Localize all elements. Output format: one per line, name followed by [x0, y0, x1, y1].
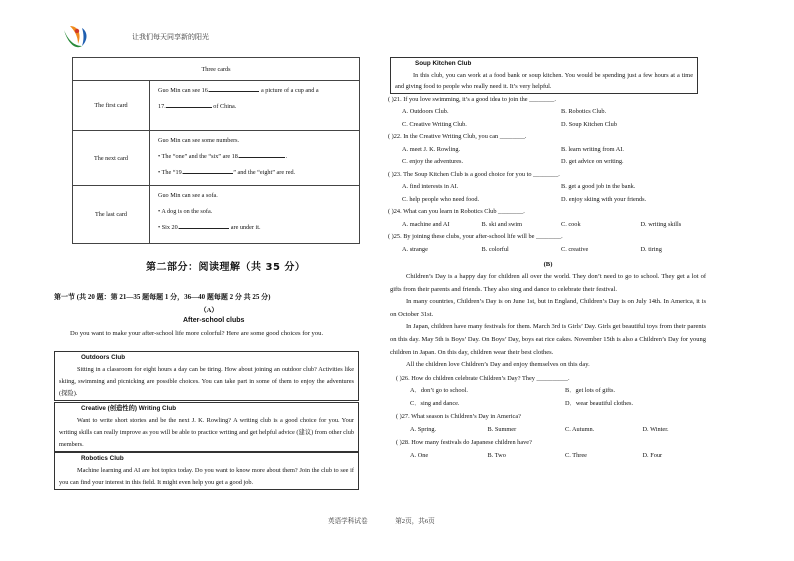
answer-blank[interactable] — [179, 228, 229, 229]
question-stem: ( )28. How many festivals do Japanese children have? — [396, 439, 532, 447]
passage-b-text — [390, 271, 706, 372]
answer-option[interactable]: B. Two — [487, 451, 506, 459]
answer-option[interactable]: D. Soup Kitchen Club — [561, 120, 617, 128]
options-row — [396, 398, 706, 411]
card-row-label: The last card — [73, 186, 150, 244]
header-slogan: 让我们每天同享新的阳光 — [132, 33, 209, 41]
club-text: Machine learning and AI are hot topics today. Do you want to know more about them? Join the club to see if you can find your interest in this field. It might even help you get a good job. — [59, 467, 354, 486]
card-text: ” and the “eight” are red. — [233, 169, 296, 176]
club-text: Sitting in a classroom for eight hours a day can be tiring. How about joining an outdoor club? Activities like skiing, swimming and picnicking are possible choices. You can take part in some of them to enjoy the adventures (探险). — [59, 366, 354, 397]
answer-option[interactable]: B. ski and swim — [481, 220, 523, 228]
answer-blank[interactable] — [166, 107, 212, 108]
question-stem: ( )25. By joining these clubs, your after-school life will be ________. — [388, 233, 563, 240]
passage-b-paragraph: In many countries, Children’s Day is on June 1st, but in England, Children’s Day is on July 14th. In America, it is on October 31st. — [390, 298, 706, 318]
answer-option[interactable]: C. Creative Writing Club. — [402, 120, 467, 128]
options-row — [388, 219, 706, 232]
passage-b-questions — [396, 373, 706, 463]
card-text: • Six 20. — [158, 224, 180, 231]
options-row — [396, 450, 706, 463]
card-text: 17. — [158, 103, 166, 110]
answer-option[interactable]: C. cook — [561, 220, 581, 228]
options-row — [396, 424, 706, 437]
passage-b-paragraph: In Japan, children have many festivals for them. March 3rd is Girls’ Day. Girls get beautiful toys from their parents on this day. May 5th is Boys’ Day. On Boys’ Day, boys eat rice cakes. November 15th is also a Children’s Day for young children in Japan. On this day, children wear their best clothes. — [390, 323, 706, 356]
club-text: In this club, you can work at a food bank or soup kitchen. You would be spending just a few hours at a time and giving food to people who really need it. It’s very helpful. — [395, 71, 693, 90]
answer-option[interactable]: B. Summer — [487, 425, 517, 433]
card-text: Guo Min can see a sofa. — [158, 192, 218, 199]
answer-option[interactable]: D．wear beautiful clothes. — [565, 399, 634, 407]
passage-b-label: (B) — [543, 261, 553, 268]
page-footer — [328, 515, 461, 525]
passage-b-paragraph: All the children love Children’s Day and enjoy themselves on this day. — [406, 361, 590, 369]
answer-option[interactable]: C. enjoy the adventures. — [402, 158, 464, 165]
passage-a-intro: Do you want to make your after-school life more colorful? Here are some good choices for you. — [70, 330, 324, 337]
card-text: a picture of a cup and a — [260, 87, 319, 94]
part2-title: 第二部分：阅读理解（共 35 分） — [146, 262, 306, 273]
footer-subject: 英语学科试卷 — [328, 518, 368, 525]
answer-blank[interactable] — [183, 173, 233, 174]
question-stem: ( )23. The Soup Kitchen Club is a good choice for you to ________. — [388, 170, 560, 178]
question-stem: ( )26. How do children celebrate Children’s Day? They __________. — [396, 374, 570, 382]
options-row — [396, 385, 706, 398]
options-row — [388, 144, 706, 157]
answer-option[interactable]: B．get lots of gifts. — [565, 387, 616, 395]
answer-option[interactable]: D. Four — [642, 451, 663, 459]
answer-option[interactable]: A. machine and AI — [402, 220, 450, 228]
answer-blank[interactable] — [209, 91, 259, 92]
club-name: Creative (创造性的) Writing Club — [81, 405, 177, 412]
passage-a-questions — [388, 94, 706, 257]
answer-option[interactable]: A. find interests in AI. — [402, 183, 459, 190]
card-text: • A dog is on the sofa. — [158, 208, 213, 215]
club-name: Outdoors Club — [81, 354, 126, 361]
options-row — [388, 119, 706, 132]
cards-table-title: Three cards — [73, 58, 360, 81]
answer-option[interactable]: A. Spring. — [410, 425, 437, 433]
answer-option[interactable]: C. Autumn. — [565, 425, 595, 433]
options-row — [388, 244, 706, 257]
school-logo-icon — [60, 22, 92, 54]
options-row — [388, 156, 706, 169]
club-text: Want to write short stories and be the next J. K. Rowling? A writing club is a good choice for you. Your writing skills can really improve as you will be able to practice writing and get helpful advice (建议) from other club members. — [59, 417, 354, 448]
card-text: • The “one” and the “six” are 18. — [158, 153, 240, 160]
footer-page-number: 第2页，共6页 — [395, 518, 435, 525]
section1-title: 第一节 (共 20 题：第 21—35 题每题 1 分，36—40 题每题 2 分 共 25 分) — [54, 293, 271, 301]
question-stem: ( )24. What can you learn in Robotics Club ________. — [388, 208, 525, 215]
cards-table: Three cards The first card Guo Min can see 16. a picture of a cup and a 17. of China. The next card Guo Min can see some numbers. • The “one” and the “six” are 18. . • The “19. ” and the “eight” are red. The last card Guo Min can see a sofa. • A dog is on the sofa. • Six 20. are under it. — [72, 57, 360, 244]
answer-option[interactable]: A. meet J. K. Rowling. — [402, 145, 461, 153]
answer-option[interactable]: C. creative — [561, 245, 589, 253]
right-column — [390, 57, 706, 462]
answer-option[interactable]: C. help people who need food. — [402, 195, 480, 203]
answer-option[interactable]: D. writing skills — [640, 220, 682, 228]
club-name: Soup Kitchen Club — [415, 60, 472, 67]
club-name: Robotics Club — [81, 455, 124, 462]
club-box-soup-kitchen — [390, 57, 698, 94]
answer-option[interactable]: C. Three — [565, 451, 587, 459]
options-row — [388, 106, 706, 119]
question-stem: ( )22. In the Creative Writing Club, you can ________. — [388, 133, 527, 140]
cards-table-wrapper — [72, 57, 360, 244]
passage-b-paragraph: Children’s Day is a happy day for children all over the world. They don’t need to go to school. They get a lot of gifts from their parents and friends. They also sing and dance to celebrate their festival. — [390, 273, 706, 293]
card-text: are under it. — [230, 224, 261, 231]
answer-option[interactable]: A. One — [410, 451, 429, 459]
question-stem: ( )27. What season is Children’s Day in America? — [396, 413, 521, 421]
answer-option[interactable]: D. Winter. — [642, 425, 669, 433]
card-row-label: The first card — [73, 81, 150, 131]
card-row-label: The next card — [73, 131, 150, 186]
answer-option[interactable]: A. strange — [402, 245, 428, 253]
question-stem: ( )21. If you love swimming, it’s a good idea to join the ________. — [388, 95, 556, 103]
options-row — [388, 194, 706, 207]
passage-a-label: （A） — [200, 307, 218, 314]
club-box-robotics — [54, 452, 359, 490]
answer-option[interactable]: D. get advice on writing. — [561, 158, 624, 165]
card-text: of China. — [213, 103, 237, 110]
answer-option[interactable]: C．sing and dance. — [410, 399, 460, 407]
answer-option[interactable]: B. get a good job in the bank. — [561, 183, 636, 190]
club-box-outdoors — [54, 351, 359, 401]
card-text: Guo Min can see some numbers. — [158, 137, 240, 144]
answer-option[interactable]: B. colorful — [481, 245, 509, 253]
club-box-writing — [54, 402, 359, 452]
answer-option[interactable]: B. learn writing from AI. — [561, 145, 624, 153]
answer-option[interactable]: A. Outdoors Club. — [402, 108, 449, 115]
options-row — [388, 181, 706, 194]
answer-option[interactable]: D. enjoy skiing with your friends. — [561, 195, 647, 203]
passage-a-title: After-school clubs — [183, 317, 245, 324]
card-text: • The “19. — [158, 169, 184, 176]
answer-option[interactable]: B. Robotics Club. — [561, 108, 607, 115]
card-text: Guo Min can see 16. — [158, 87, 210, 94]
answer-blank[interactable] — [239, 157, 285, 158]
answer-option[interactable]: A．don’t go to school. — [410, 387, 468, 395]
answer-option[interactable]: D. tiring — [640, 245, 662, 253]
